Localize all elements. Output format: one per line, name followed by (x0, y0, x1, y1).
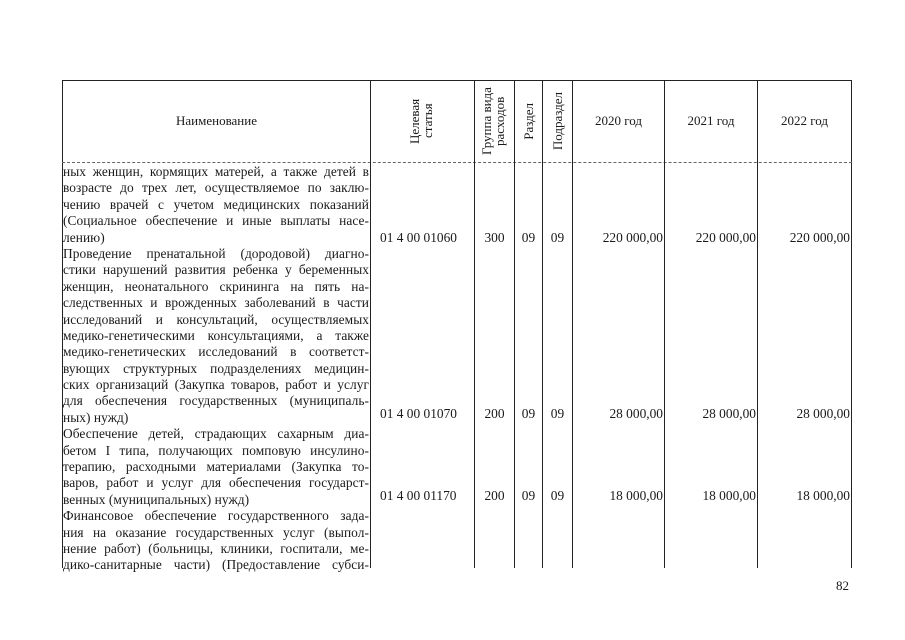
header-year-2021 (665, 80, 757, 162)
header-name-label: Наименование (176, 113, 257, 128)
name-line: ных) нужд) (63, 409, 129, 425)
name-column (63, 164, 369, 574)
header-target-article-label: Целевая статья (406, 98, 435, 144)
row-2-code: 01 4 00 01070 (380, 406, 457, 421)
name-line: варов, работ и услуг для обеспечения государст- (63, 475, 369, 491)
header-section-label: Раздел (521, 102, 536, 140)
row-3-subsection: 09 (550, 488, 565, 503)
header-separator (62, 162, 852, 163)
row-2-2022: 28 000,00 (796, 406, 850, 421)
name-line: следственных и врожденных заболеваний в части (63, 295, 369, 311)
name-line: нение работ) (больницы, клиники, госпитали, ме- (63, 540, 369, 556)
name-line: ния на оказание государственных услуг (выпол- (63, 524, 369, 540)
header-section (515, 80, 542, 162)
row-2-section: 09 (521, 406, 536, 421)
header-year-2020 (573, 80, 664, 162)
row-1-2020: 220 000,00 (602, 230, 663, 245)
row-3-2020: 18 000,00 (609, 488, 663, 503)
row-1-2021: 220 000,00 (695, 230, 756, 245)
row-1-section: 09 (521, 230, 536, 245)
row-3-group: 200 (484, 488, 505, 503)
name-line: медико-генетических исследований в соответст- (63, 344, 369, 360)
row-3-2022: 18 000,00 (796, 488, 850, 503)
header-expense-group (475, 80, 514, 162)
name-line: Проведение пренатальной (дородовой) диагно- (63, 245, 369, 261)
header-name (63, 80, 370, 162)
name-line: медико-генетическими консультациями, а также (63, 327, 369, 343)
row-2-2020: 28 000,00 (609, 406, 663, 421)
row-1-subsection: 09 (550, 230, 565, 245)
row-1-code: 01 4 00 01060 (380, 230, 457, 245)
name-line: чению врачей с учетом медицинских показаний (63, 196, 369, 212)
name-line: для обеспечения государственных (муниципаль- (63, 393, 369, 409)
name-line: стики нарушений развития ребенка у беременных (63, 262, 369, 278)
name-line: ных женщин, кормящих матерей, а также детей в (63, 164, 369, 179)
name-line: венных (муниципальных) нужд) (63, 491, 250, 507)
row-2-subsection: 09 (550, 406, 565, 421)
name-line: возрасте до трех лет, осуществляемое по заклю- (63, 180, 369, 196)
name-line: вующих структурных подразделениях медицин- (63, 360, 369, 376)
row-3-section: 09 (521, 488, 536, 503)
name-line: исследований и консультаций, осуществляемых (63, 311, 369, 327)
header-expense-group-label: Группа вида расходов (478, 87, 507, 155)
name-line: Финансовое обеспечение государственного зада- (63, 508, 369, 524)
header-subsection (543, 80, 572, 162)
name-line: лению) (63, 229, 105, 245)
row-1-group: 300 (484, 230, 505, 245)
row-3-2021: 18 000,00 (702, 488, 756, 503)
name-line: (Социальное обеспечение и иные выплаты насе- (63, 213, 369, 229)
header-subsection-label: Подраздел (550, 91, 565, 151)
row-2-group: 200 (484, 406, 505, 421)
page-number: 82 (836, 578, 849, 593)
header-year-2022 (758, 80, 851, 162)
row-3-code: 01 4 00 01170 (380, 488, 457, 503)
name-line: терапию, расходными материалами (Закупка то- (63, 459, 369, 475)
header-year-2021-label: 2021 год (687, 113, 735, 128)
table-right-border (851, 80, 852, 568)
row-1-2022: 220 000,00 (789, 230, 850, 245)
name-line: бетом I типа, получающих помповую инсулино- (63, 442, 369, 458)
header-year-2020-label: 2020 год (595, 113, 642, 128)
name-line: дико-санитарные части) (Предоставление субси- (63, 557, 369, 573)
header-year-2022-label: 2022 год (781, 113, 828, 128)
row-2-2021: 28 000,00 (702, 406, 756, 421)
header-target-article (371, 80, 474, 162)
name-line: Обеспечение детей, страдающих сахарным диа- (63, 426, 369, 442)
name-line: ских организаций (Закупка товаров, работ и услуг (63, 377, 369, 393)
name-line: женщин, неонатального скрининга на пять на- (63, 278, 369, 294)
